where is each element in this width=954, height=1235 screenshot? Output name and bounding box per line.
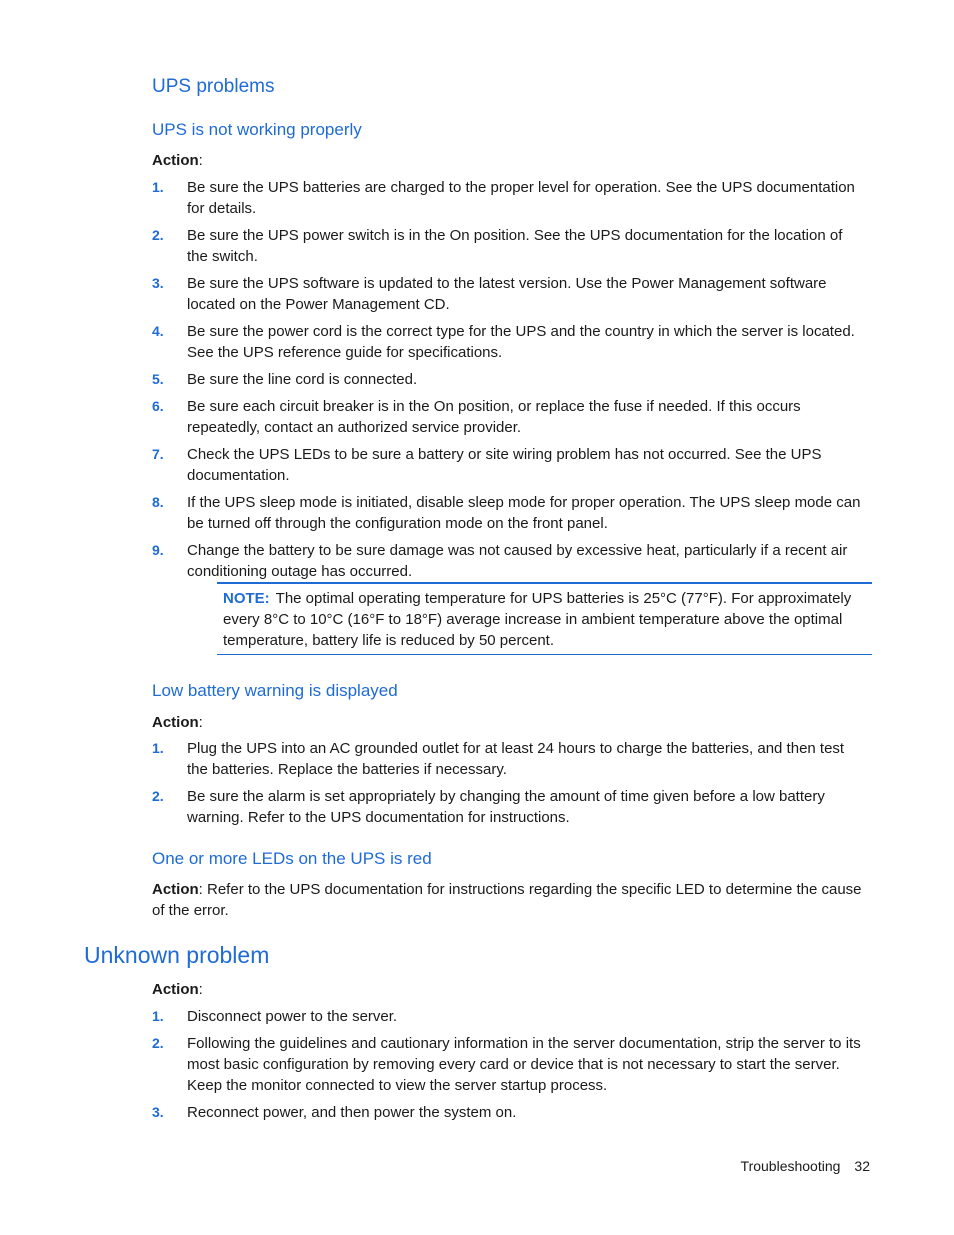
step-number: 2. <box>152 227 164 243</box>
action-text: : Refer to the UPS documentation for instructions regarding the specific LED to determine the cause of the error. <box>152 881 862 919</box>
action-label: Action <box>152 714 199 731</box>
step-number: 2. <box>152 788 164 804</box>
step-number: 1. <box>152 179 164 195</box>
step-number: 7. <box>152 446 164 462</box>
step-text: Be sure the UPS software is updated to the latest version. Use the Power Management software located on the Power Management CD. <box>187 275 827 313</box>
low-battery-steps <box>152 738 867 834</box>
step-number: 3. <box>152 275 164 291</box>
action-label: Action <box>152 981 199 998</box>
step-number: 6. <box>152 398 164 414</box>
list-item <box>152 396 867 438</box>
step-number: 8. <box>152 494 164 510</box>
step-text: Be sure the power cord is the correct type for the UPS and the country in which the server is located. See the UPS reference guide for specifications. <box>187 323 855 361</box>
list-item <box>152 273 867 315</box>
step-text: Disconnect power to the server. <box>187 1008 398 1025</box>
heading-leds-red: One or more LEDs on the UPS is red <box>152 849 432 868</box>
step-number: 1. <box>152 1008 164 1024</box>
action-label: Action <box>152 881 199 898</box>
list-item <box>152 369 867 390</box>
step-text: Be sure the UPS power switch is in the On position. See the UPS documentation for the location of the switch. <box>187 227 843 265</box>
heading-unknown-problem: Unknown problem <box>84 942 270 968</box>
heading-ups-problems: UPS problems <box>152 76 275 97</box>
action-label-paragraph: Action: <box>152 152 203 169</box>
step-number: 5. <box>152 371 164 387</box>
list-item <box>152 225 867 267</box>
action-label-paragraph: Action: <box>152 981 203 998</box>
list-item <box>152 1102 867 1123</box>
unknown-problem-steps <box>152 1006 867 1129</box>
list-item <box>152 1006 867 1027</box>
step-text: Check the UPS LEDs to be sure a battery or site wiring problem has not occurred. See the UPS documentation. <box>187 446 822 484</box>
step-number: 9. <box>152 542 164 558</box>
step-text: Be sure the alarm is set appropriately by changing the amount of time given before a low battery warning. Refer to the UPS documentation for instructions. <box>187 788 825 826</box>
step-text: Following the guidelines and cautionary information in the server documentation, strip the server to its most basic configuration by removing every card or device that is not necessary to start the server. Keep the monitor connected to view the server startup process. <box>187 1035 861 1094</box>
leds-red-action-paragraph <box>152 879 867 921</box>
heading-ups-not-working: UPS is not working properly <box>152 120 362 139</box>
step-text: Be sure the line cord is connected. <box>187 371 418 388</box>
step-number: 3. <box>152 1104 164 1120</box>
footer-section-name: Troubleshooting <box>740 1158 841 1174</box>
step-number: 4. <box>152 323 164 339</box>
step-text: Change the battery to be sure damage was not caused by excessive heat, particularly if a recent air conditioning outage has occurred. <box>187 542 848 580</box>
note-label: NOTE: <box>223 590 270 607</box>
list-item <box>152 492 867 534</box>
list-item <box>152 444 867 486</box>
step-number: 2. <box>152 1035 164 1051</box>
list-item <box>152 177 867 219</box>
step-text: If the UPS sleep mode is initiated, disable sleep mode for proper operation. The UPS sleep mode can be turned off through the configuration mode on the front panel. <box>187 494 861 532</box>
step-text: Be sure each circuit breaker is in the On position, or replace the fuse if needed. If this occurs repeatedly, contact an authorized service provider. <box>187 398 801 436</box>
step-number: 1. <box>152 740 164 756</box>
ups-not-working-steps <box>152 177 867 588</box>
note-text: The optimal operating temperature for UPS batteries is 25°C (77°F). For approximately every 8°C to 10°C (16°F to 18°F) average increase in ambient temperature above the optimal temperature, battery life is reduced by 50 percent. <box>223 590 852 649</box>
action-label: Action <box>152 152 199 169</box>
step-text: Be sure the UPS batteries are charged to the proper level for operation. See the UPS documentation for details. <box>187 179 855 217</box>
list-item <box>152 321 867 363</box>
step-text: Reconnect power, and then power the system on. <box>187 1104 517 1121</box>
page-footer <box>741 1158 870 1174</box>
list-item <box>152 738 867 780</box>
list-item <box>152 786 867 828</box>
note-box <box>217 582 872 655</box>
list-item <box>152 1033 867 1096</box>
action-label-paragraph: Action: <box>152 714 203 731</box>
list-item <box>152 540 867 582</box>
heading-low-battery: Low battery warning is displayed <box>152 681 398 700</box>
step-text: Plug the UPS into an AC grounded outlet for at least 24 hours to charge the batteries, and then test the batteries. Replace the batteries if necessary. <box>187 740 845 778</box>
footer-page-number: 32 <box>854 1158 870 1174</box>
